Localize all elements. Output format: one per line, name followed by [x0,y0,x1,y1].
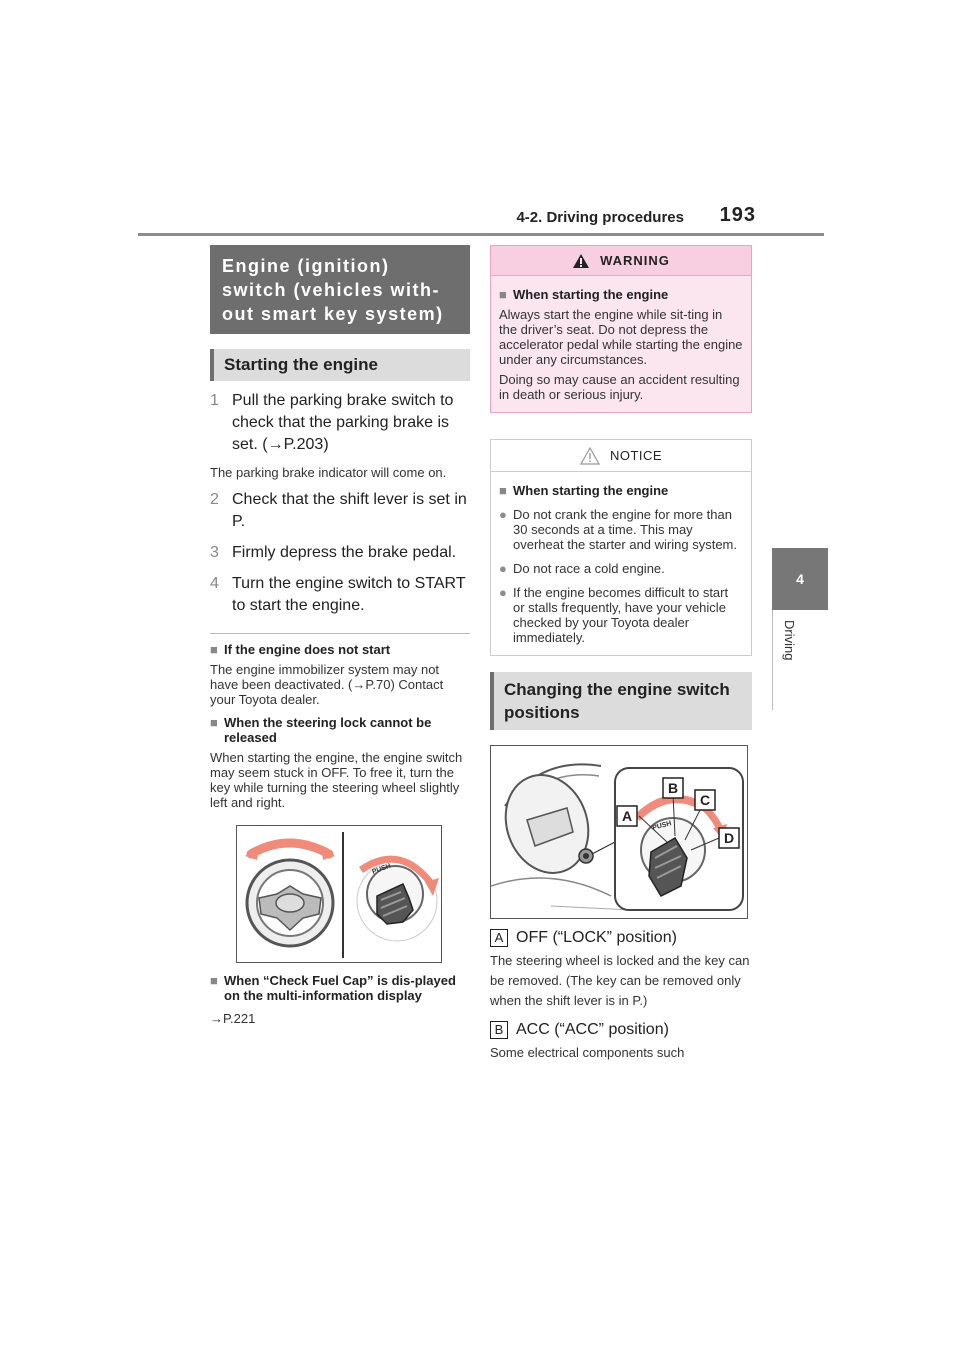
note-heading-text: If the engine does not start [224,642,391,657]
position-label-text: ACC (“ACC” position) [516,1021,669,1038]
position-label [490,1021,752,1039]
caution-triangle-icon [580,447,600,465]
position-description: Some electrical components such [490,1045,685,1060]
chapter-label: Driving [782,620,797,661]
steering-lock-illustration [236,825,442,963]
page-number: 193 [719,204,756,226]
page-header [138,200,824,236]
right-column [490,245,752,1063]
step-text: Pull the parking brake switch to check that the parking brake is set. (→P.203) [232,392,454,453]
warning-triangle-icon [572,253,590,269]
square-bullet-icon: ■ [210,642,218,657]
note-heading-text: When the steering lock cannot be released [224,715,432,745]
note-heading [210,973,470,1003]
subsection-heading: Changing the engine switch positions [490,672,752,730]
position-label [490,929,752,947]
note-heading [210,715,470,745]
notice-item-text: Do not crank the engine for more than 30 seconds at a time. This may overheat the starter and wiring system. [513,507,737,552]
chapter-label-wrap [781,620,801,680]
notice-item-text: If the engine becomes difficult to start or stalls frequently, have your vehicle checked by your Toyota dealer immediately. [513,585,729,645]
notice-heading-text: When starting the engine [513,483,669,498]
dashboard-key-switch-icon [491,746,748,919]
notice-header [491,440,751,472]
square-bullet-icon: ■ [499,483,507,498]
steering-wheel-and-key-icon [237,826,442,963]
warning-heading-text: When starting the engine [513,287,669,302]
callout-c: C [699,792,711,808]
note-body: The engine immobilizer system may not have been deactivated. (→P.70) Contact your Toyota dealer. [210,662,444,707]
section-title: 4-2. Driving procedures [516,209,684,226]
warning-paragraph: Always start the engine while sit-ting in the driver’s seat. Do not depress the accelerator pedal while starting the engine under any circumstances. [499,307,743,367]
push-label: PUSH [651,820,673,832]
callout-a: A [621,808,633,824]
callout-b: B [667,780,679,796]
step-note: The parking brake indicator will come on. [210,465,447,480]
warning-paragraph: Doing so may cause an accident resulting in death or serious injury. [499,372,740,402]
step-number: 1 [210,392,219,409]
warning-header [491,246,751,276]
notice-item [499,585,743,645]
switch-positions-illustration [490,745,748,919]
warning-title: WARNING [600,253,670,268]
position-tag: A [490,929,508,947]
step-item [210,542,470,564]
note-body: When starting the engine, the engine switch may seem stuck in OFF. To free it, turn the key while turning the steering wheel slightly left and right. [210,750,463,810]
note-heading [210,642,470,657]
chapter-section-title: Engine (ignition) switch (vehicles with-out smart key system) [210,245,470,334]
step-item [210,390,470,456]
divider [210,633,470,634]
step-text: Firmly depress the brake pedal. [232,544,457,561]
step-number: 2 [210,491,219,508]
square-bullet-icon: ■ [499,287,507,302]
step-text: Turn the engine switch to START to start the engine. [232,575,466,614]
note-body: →P.221 [210,1011,256,1026]
subsection-heading: Starting the engine [210,349,470,381]
step-item [210,573,470,617]
notice-box [490,439,752,656]
square-bullet-icon: ■ [210,715,218,730]
position-label-text: OFF (“LOCK” position) [516,929,677,946]
push-label: PUSH [371,862,392,876]
notice-item-text: Do not race a cold engine. [513,561,665,576]
callout-d: D [723,830,735,846]
circle-bullet-icon: ● [499,507,507,522]
circle-bullet-icon: ● [499,585,507,600]
notice-item [499,507,743,552]
left-column [210,245,470,1026]
warning-box [490,245,752,413]
step-number: 4 [210,575,219,592]
warning-heading [499,287,743,302]
square-bullet-icon: ■ [210,973,218,988]
notice-item [499,561,743,576]
position-tag: B [490,1021,508,1039]
side-divider [772,610,773,710]
step-text: Check that the shift lever is set in P. [232,491,467,530]
chapter-tab[interactable]: 4 [772,548,828,610]
notice-heading [499,483,743,498]
notice-body [491,472,751,655]
position-description: The steering wheel is locked and the key can be removed. (The key can be removed only when the shift lever is in P.) [490,953,750,1008]
note-heading-text: When “Check Fuel Cap” is dis-played on the multi-information display [224,973,456,1003]
step-number: 3 [210,544,219,561]
warning-body [491,276,751,412]
notice-title: NOTICE [609,448,663,463]
step-item [210,489,470,533]
circle-bullet-icon: ● [499,561,507,576]
